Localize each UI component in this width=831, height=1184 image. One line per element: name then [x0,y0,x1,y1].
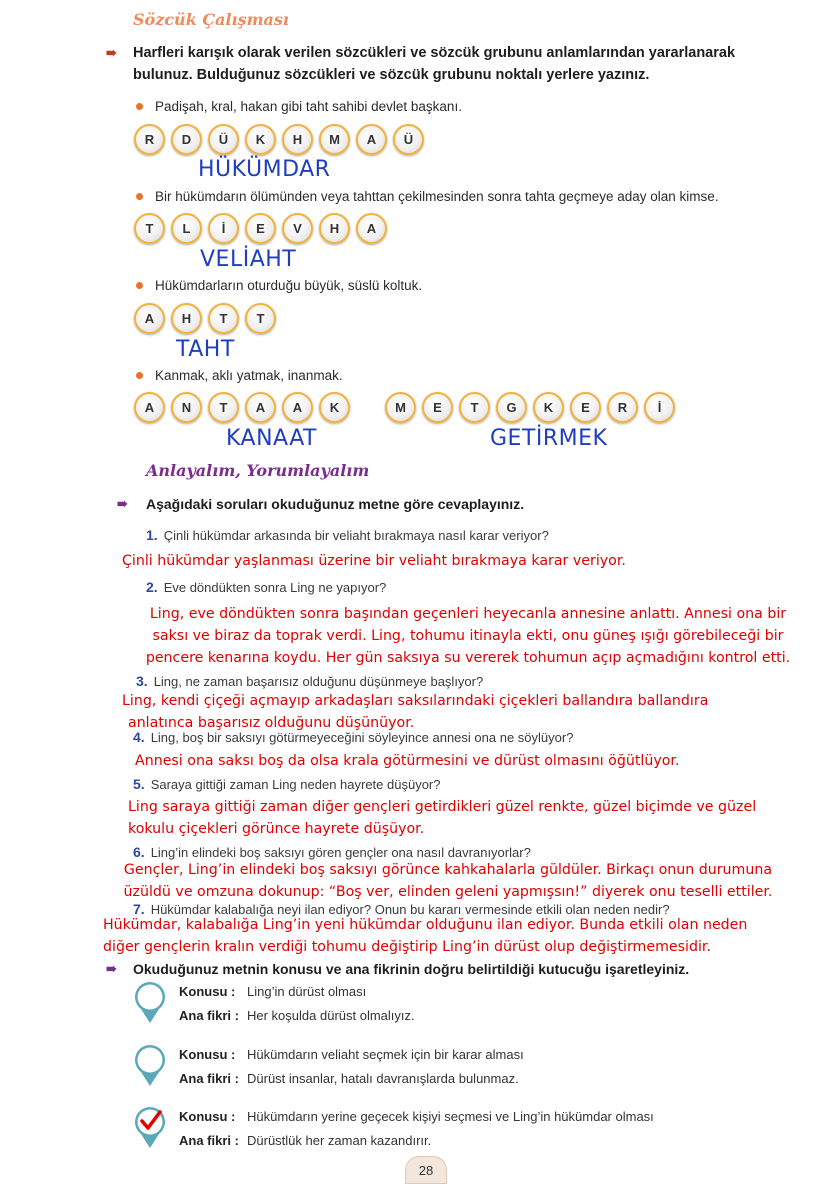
arrow-icon: ➠ [106,961,117,976]
letter-tile: D [171,124,202,155]
question-text: Eve döndükten sonra Ling ne yapıyor? [163,580,387,595]
bullet-icon [136,372,143,379]
letter-tiles-1 [134,124,424,155]
answer-line: kokulu çiçekleri görünce hayrete düşüyor. [128,821,425,837]
fikir-value: Dürüst insanlar, hatalı davranışlarda bulunmaz. [247,1071,519,1086]
answer-line: üzüldü ve omzuna dokunup: “Boş ver, elinden geleni yapmışsın!” diyerek onu teselli ettiler. [123,884,773,900]
bullet-icon [136,282,143,289]
letter-tile: A [245,392,276,423]
bullet-icon [136,103,143,110]
letter-tile: E [245,213,276,244]
letter-tile: E [570,392,601,423]
letter-tile: K [245,124,276,155]
answer-3 [122,690,708,734]
letter-tile: T [245,303,276,334]
puzzle-definition: Bir hükümdarın ölümünden veya tahttan çekilmesinden sonra tahta geçmeye aday olan kimse. [155,189,719,204]
letter-tile: Ü [208,124,239,155]
instruction-2: Aşağıdaki soruları okuduğunuz metne göre cevaplayınız. [146,496,525,512]
letter-tile: T [208,392,239,423]
answer-line: anlatınca başarısız olduğunu düşünüyor. [128,715,415,731]
answer-line: saksı ve biraz da toprak verdi. Ling, tohumu itinayla ekti, onu güneş ışığı görebileceği bir [152,628,784,644]
letter-tiles-2 [134,213,387,244]
puzzle-definition: Kanmak, aklı yatmak, inanmak. [155,368,343,383]
answer-line: Ling saraya gittiği zaman diğer gençleri getirdikleri güzel renkte, güzel biçimde ve güzel [128,799,757,815]
option-checkbox-1[interactable] [133,980,167,1024]
option-checkbox-3[interactable] [133,1105,167,1149]
question-number: 1. [146,527,158,543]
letter-tile: K [533,392,564,423]
letter-tile: H [171,303,202,334]
option-2 [179,1043,524,1091]
letter-tile: M [319,124,350,155]
fikir-value: Dürüstlük her zaman kazandırır. [247,1133,432,1148]
instruction-1-line1: Harfleri karışık olarak verilen sözcükleri ve sözcük grubunu anlamlarından yararlanarak [133,45,736,61]
bullet-icon [136,193,143,200]
question-number: 7. [133,901,145,917]
answer-7 [103,914,747,958]
puzzle-answer: HÜKÜMDAR [198,157,331,182]
letter-tile: E [422,392,453,423]
answer-line: pencere kenarına koydu. Her gün saksıya su vererek tohumun açıp açmadığını kontrol etti. [145,650,791,666]
konu-label: Konusu : [179,1047,236,1062]
fikir-label: Ana fikri : [179,1133,239,1148]
answer-line: Gençler, Ling’in elindeki boş saksıyı görünce kahkahalarla güldüler. Birkaçı onun durumuna [123,862,773,878]
letter-tiles-4a [134,392,350,423]
letter-tile: A [134,303,165,334]
letter-tiles-4b [385,392,675,423]
letter-tile: R [607,392,638,423]
question-text: Saraya gittiği zaman Ling neden hayrete düşüyor? [150,777,441,792]
answer-line: Ling, eve döndükten sonra başından geçenleri heyecanla annesine anlattı. Annesi ona bir [149,606,787,622]
puzzle-answer-2: GETİRMEK [490,426,608,451]
puzzle-definition: Hükümdarların oturduğu büyük, süslü koltuk. [155,278,423,293]
answer-line: Annesi ona saksı boş da olsa krala götürmesini ve dürüst olmasını öğütlüyor. [135,753,680,769]
letter-tile: R [134,124,165,155]
fikir-label: Ana fikri : [179,1071,239,1086]
letter-tile: N [171,392,202,423]
instruction-3: Okuduğunuz metnin konusu ve ana fikrinin doğru belirtildiği kutucuğu işaretleyiniz. [133,961,690,977]
answer-2 [118,603,818,669]
letter-tile: A [356,213,387,244]
question-number: 6. [133,844,145,860]
question-number: 2. [146,579,158,595]
question-1 [146,527,549,543]
answer-1 [122,550,626,572]
konu-value: Ling’in dürüst olması [247,984,367,999]
answer-6 [90,859,806,903]
option-checkbox-2[interactable] [133,1043,167,1087]
fikir-label: Ana fikri : [179,1008,239,1023]
arrow-icon: ➠ [106,45,117,60]
puzzle-answer: VELİAHT [200,247,297,272]
section-title-sozcuk: Sözcük Çalışması [133,10,289,29]
section-title-anlayalim: Anlayalım, Yorumlayalım [146,461,370,480]
letter-tile: İ [208,213,239,244]
letter-tile: T [459,392,490,423]
question-text: Çinli hükümdar arkasında bir veliaht bırakmaya nasıl karar veriyor? [163,528,549,543]
question-text: Ling’in elindeki boş saksıyı gören gençler ona nasıl davranıyorlar? [150,845,531,860]
question-number: 3. [136,673,148,689]
option-3 [179,1105,654,1153]
question-text: Hükümdar kalabalığa neyi ilan ediyor? Onun bu kararı vermesinde etkili olan neden nedir? [150,902,670,917]
letter-tile: İ [644,392,675,423]
question-number: 4. [133,729,145,745]
answer-line: Hükümdar, kalabalığa Ling’in yeni hükümdar olduğunu ilan ediyor. Bunda etkili olan neden [103,917,748,933]
question-4 [133,729,573,745]
puzzle-answer: TAHT [176,337,235,362]
letter-tile: V [282,213,313,244]
page-number: 28 [418,1162,434,1178]
question-text: Ling, boş bir saksıyı götürmeyeceğini söyleyince annesi ona ne söylüyor? [150,730,574,745]
question-6 [133,844,531,860]
letter-tile: T [208,303,239,334]
question-3 [136,673,483,689]
letter-tiles-3 [134,303,276,334]
question-2 [146,579,386,595]
letter-tile: T [134,213,165,244]
letter-tile: H [319,213,350,244]
letter-tile: A [134,392,165,423]
answer-5 [128,796,756,840]
letter-tile: M [385,392,416,423]
letter-tile: Ü [393,124,424,155]
answer-line: Çinli hükümdar yaşlanması üzerine bir veliaht bırakmaya karar veriyor. [122,553,626,569]
letter-tile: H [282,124,313,155]
instruction-1 [133,42,823,86]
answer-line: Ling, kendi çiçeği açmayıp arkadaşları saksılarındaki çiçekleri ballandıra ballandıra [122,693,709,709]
puzzle-definition: Padişah, kral, hakan gibi taht sahibi devlet başkanı. [155,99,462,114]
instruction-1-line2: bulunuz. Bulduğunuz sözcükleri ve sözcük grubunu noktalı yerlere yazınız. [133,67,650,83]
answer-line: diğer gençlerin kralın verdiği tohumu değiştirip Ling’in dürüst olup değiştirmemesidir. [103,939,711,955]
question-number: 5. [133,776,145,792]
letter-tile: L [171,213,202,244]
arrow-icon: ➠ [117,496,128,511]
konu-value: Hükümdarın veliaht seçmek için bir karar alması [247,1047,524,1062]
answer-4 [135,750,679,772]
letter-tile: A [356,124,387,155]
fikir-value: Her koşulda dürüst olmalıyız. [247,1008,415,1023]
letter-tile: K [319,392,350,423]
question-text: Ling, ne zaman başarısız olduğunu düşünmeye başlıyor? [153,674,484,689]
konu-label: Konusu : [179,1109,236,1124]
puzzle-answer: KANAAT [226,426,317,451]
question-5 [133,776,440,792]
letter-tile: A [282,392,313,423]
page-number-badge [405,1156,447,1184]
konu-value: Hükümdarın yerine geçecek kişiyi seçmesi ve Ling’in hükümdar olması [247,1109,654,1124]
option-1 [179,980,415,1028]
letter-tile: G [496,392,527,423]
konu-label: Konusu : [179,984,236,999]
